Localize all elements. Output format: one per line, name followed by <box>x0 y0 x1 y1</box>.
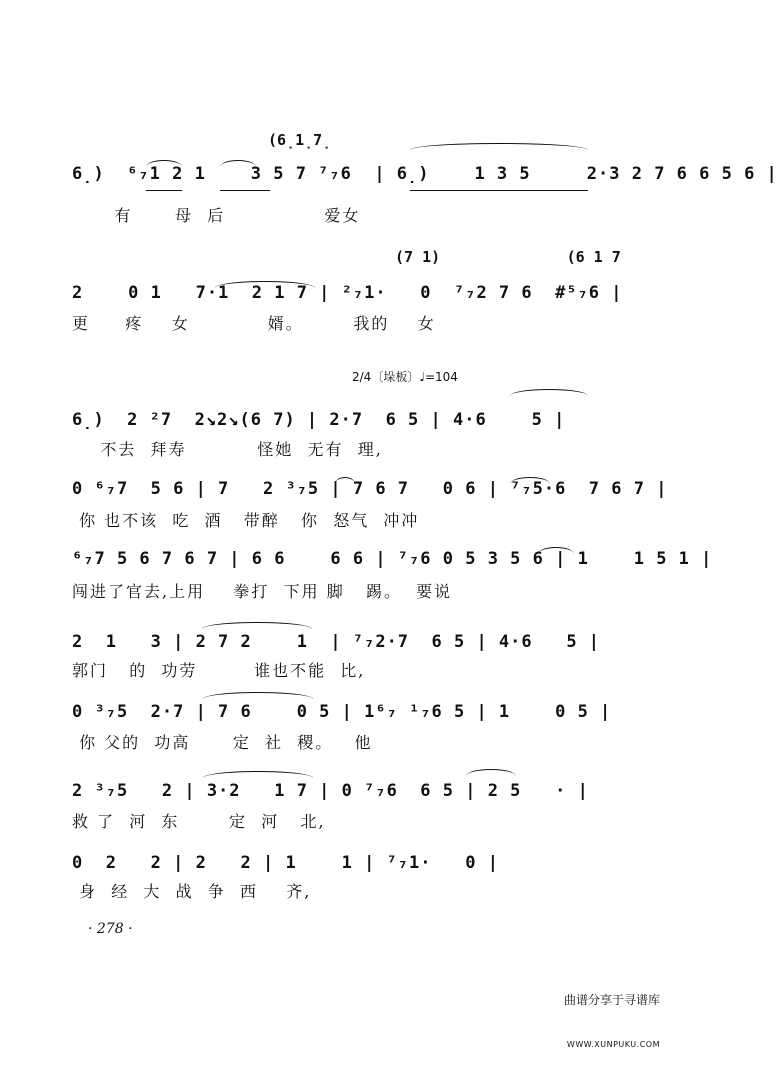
intro-phrase-marking: (7 1) (6 1 7 <box>395 248 621 266</box>
notation-line: 2 1 3 | 2 7 2 1 | ⁷₇2·7 6 5 | 4·6 5 | <box>72 632 601 652</box>
notation-line: 6̣) ⁶₇1 2 1 3 5 7 ⁷₇6 | 6̣) 1 3 5 2·3 2 7 6 6 5 6 | <box>72 164 778 184</box>
slur-mark <box>203 692 313 699</box>
slur-mark <box>510 477 550 484</box>
beam-mark <box>146 190 182 191</box>
slur-mark <box>220 160 256 167</box>
intro-phrase-marking: (6̣1̣7̣ <box>268 131 332 149</box>
lyrics-line: 更 疼 女 婿。 我的 女 <box>72 314 436 333</box>
lyrics-line: 不去 拜寿 怪她 无有 理, <box>72 440 383 459</box>
notation-line: 0 ³₇5 2·7 | 7 6 0 5 | 1⁶₇ ¹₇6 5 | 1 0 5 | <box>72 702 612 722</box>
notation-line: 6̣) 2 ²7 2↘2↘(6 7) | 2·7 6 5 | 4·6 5 | <box>72 410 566 430</box>
notation-line: 2 0 1 7·1 2 1 7 | ²₇1· 0 ⁷₇2 7 6 #⁵₇6 | <box>72 283 623 303</box>
slur-mark <box>215 281 315 288</box>
notation-line: 0 2 2 | 2 2 | 1 1 | ⁷₇1· 0 | <box>72 853 499 873</box>
site-name: 曲谱分享于寻谱库 <box>563 993 660 1007</box>
beam-mark <box>410 190 588 191</box>
slur-mark <box>510 389 588 396</box>
site-watermark <box>564 962 660 1081</box>
lyrics-line: 有 母 后 爱女 <box>72 206 361 225</box>
slur-mark <box>202 622 312 629</box>
page-number: · 278 · <box>88 921 133 937</box>
notation-line: 0 ⁶₇7 5 6 | 7 2 ³₇5 | 7 6 7 0 6 | ⁷₇5·6 7 6 7 | <box>72 479 668 499</box>
slur-mark <box>410 143 588 150</box>
site-url: WWW.XUNPUKU.COM <box>566 1040 660 1049</box>
notation-line: ⁶₇7 5 6 7 6 7 | 6 6 6 6 | ⁷₇6 0 5 3 5 6 | 1 1 5 1 | <box>72 549 713 569</box>
slur-mark <box>146 160 182 167</box>
slur-mark <box>335 477 355 484</box>
lyrics-line: 你 也不该 吃 酒 带醉 你 怒气 冲冲 <box>72 511 420 530</box>
lyrics-line: 救 了 河 东 定 河 北, <box>72 812 326 831</box>
lyrics-line: 你 父的 功高 定 社 稷。 他 <box>72 733 373 752</box>
lyrics-line: 身 经 大 战 争 西 齐, <box>72 882 312 901</box>
notation-line: 2 ³₇5 2 | 3·2 1 7 | 0 ⁷₇6 6 5 | 2 5 · | <box>72 781 589 801</box>
lyrics-line: 闯进了官去,上用 拳打 下用 脚 踢。 要说 <box>72 582 453 601</box>
lyrics-line: 郭门 的 功劳 谁也不能 比, <box>72 661 366 680</box>
slur-mark <box>538 547 574 554</box>
slur-mark <box>466 769 516 776</box>
slur-mark <box>203 771 313 778</box>
beam-mark <box>220 190 270 191</box>
tempo-marking: 2/4〔垛板〕♩=104 <box>352 370 458 384</box>
